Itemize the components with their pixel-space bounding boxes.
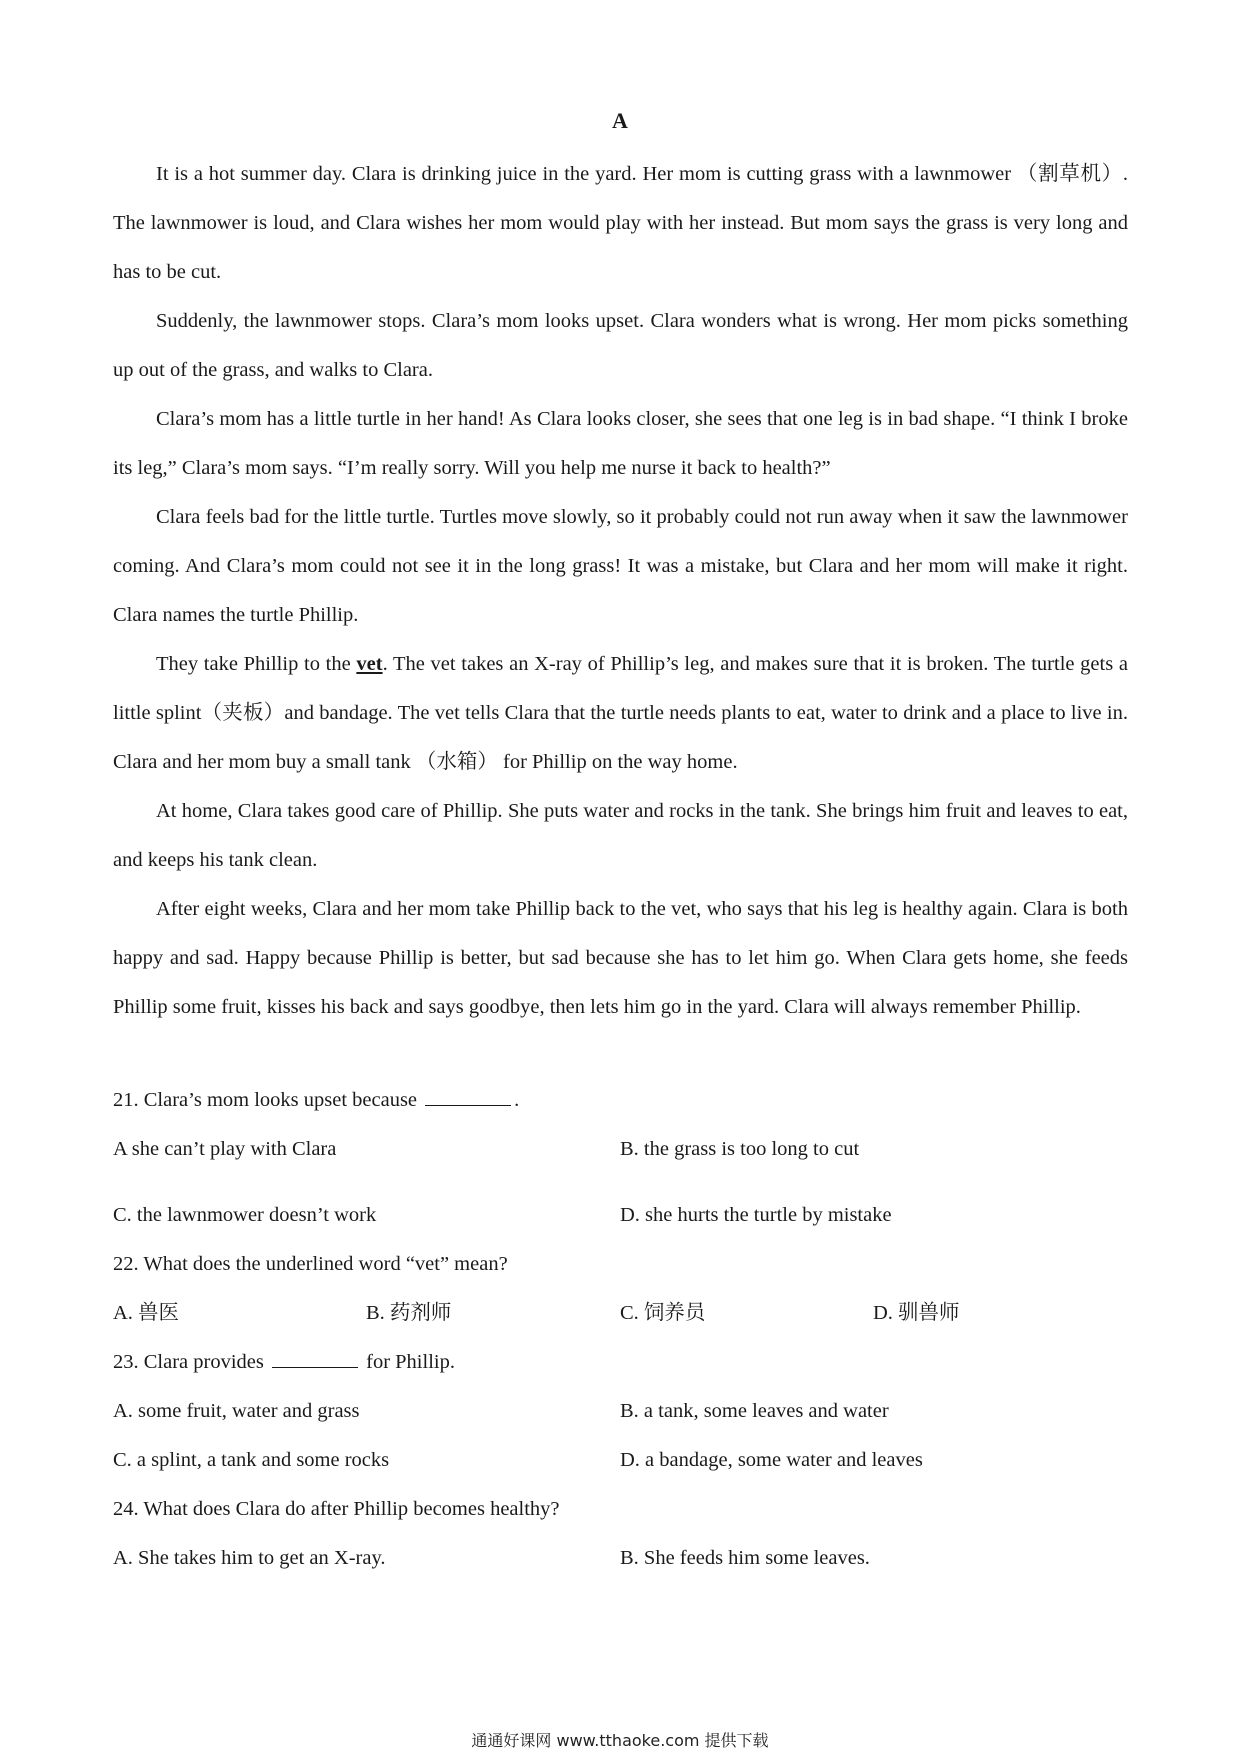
option-d: D. 驯兽师 (873, 1302, 960, 1324)
question-23-options-row (113, 1436, 1128, 1485)
passage-paragraph: Clara’s mom has a little turtle in her hand! As Clara looks closer, she sees that one leg is in bad shape. “I think I broke its leg,” Clara’s mom says. “I’m really sorry. Will you help me nurse it back to health?” (113, 408, 1128, 479)
option-d: D. a bandage, some water and leaves (620, 1449, 923, 1471)
option-a: A she can’t play with Clara (113, 1138, 337, 1160)
passage-paragraph: It is a hot summer day. Clara is drinking juice in the yard. Her mom is cutting grass with a lawnmower （割草机）. The lawnmower is loud, and Clara wishes her mom would play with her instead. But mom says the grass is very long and has to be cut. (113, 163, 1128, 283)
option-c: C. a splint, a tank and some rocks (113, 1449, 390, 1471)
question-21-stem: 21. Clara’s mom looks upset because . (113, 1076, 1128, 1125)
paragraph-text: . The vet takes an X-ray of Phillip’s leg, and makes sure that it is broken. The turtle gets a little splint（夹板）and bandage. The vet tells Clara that the turtle needs plants to eat, water to drink and a place to live in. Clara and her mom buy a small tank （水箱） for Phillip on the way home. (113, 653, 1128, 773)
question-21-options-row (113, 1191, 1128, 1240)
option-b: B. the grass is too long to cut (620, 1138, 860, 1160)
passage-paragraph: Clara feels bad for the little turtle. Turtles move slowly, so it probably could not run away when it saw the lawnmower coming. And Clara’s mom could not see it in the long grass! It was a mistake, but Clara and her mom will make it right. Clara names the turtle Phillip. (113, 506, 1128, 626)
question-24-stem: 24. What does Clara do after Phillip becomes healthy? (113, 1498, 560, 1520)
section-title: A (612, 108, 628, 133)
option-c: C. the lawnmower doesn’t work (113, 1204, 377, 1226)
answer-blank (272, 1347, 358, 1368)
question-list (113, 1076, 1128, 1583)
question-21-options-row (113, 1125, 1128, 1191)
passage-paragraph: Suddenly, the lawnmower stops. Clara’s mom looks upset. Clara wonders what is wrong. Her mom picks something up out of the grass, and walks to Clara. (113, 310, 1128, 381)
option-a: A. She takes him to get an X-ray. (113, 1547, 386, 1569)
question-23-options-row (113, 1387, 1128, 1436)
passage-paragraph (113, 640, 1128, 787)
question-23-stem: 23. Clara provides for Phillip. (113, 1338, 1128, 1387)
option-b: B. 药剂师 (366, 1302, 452, 1324)
option-b: B. a tank, some leaves and water (620, 1400, 889, 1422)
passage-paragraph: After eight weeks, Clara and her mom take Phillip back to the vet, who says that his leg is healthy again. Clara is both happy and sad. Happy because Phillip is better, but sad because she has to let him go. When Clara gets home, she feeds Phillip some fruit, kisses his back and says goodbye, then lets him go in the yard. Clara will always remember Phillip. (113, 898, 1128, 1018)
question-22-stem: 22. What does the underlined word “vet” mean? (113, 1253, 508, 1275)
answer-blank (425, 1085, 511, 1106)
question-24-options-row (113, 1534, 1128, 1583)
question-22-options-row (113, 1289, 1128, 1338)
option-d: D. she hurts the turtle by mistake (620, 1204, 892, 1226)
paragraph-text: They take Phillip to the (156, 653, 357, 675)
option-a: A. 兽医 (113, 1302, 180, 1324)
option-a: A. some fruit, water and grass (113, 1400, 360, 1422)
page-footer: 通通好课网 www.tthaoke.com 提供下载 (471, 1731, 769, 1750)
reading-passage (113, 150, 1128, 1032)
option-b: B. She feeds him some leaves. (620, 1547, 870, 1569)
option-c: C. 饲养员 (620, 1302, 706, 1324)
underlined-word-vet: vet (356, 653, 383, 675)
passage-paragraph: At home, Clara takes good care of Phillip. She puts water and rocks in the tank. She brings him fruit and leaves to eat, and keeps his tank clean. (113, 800, 1128, 871)
